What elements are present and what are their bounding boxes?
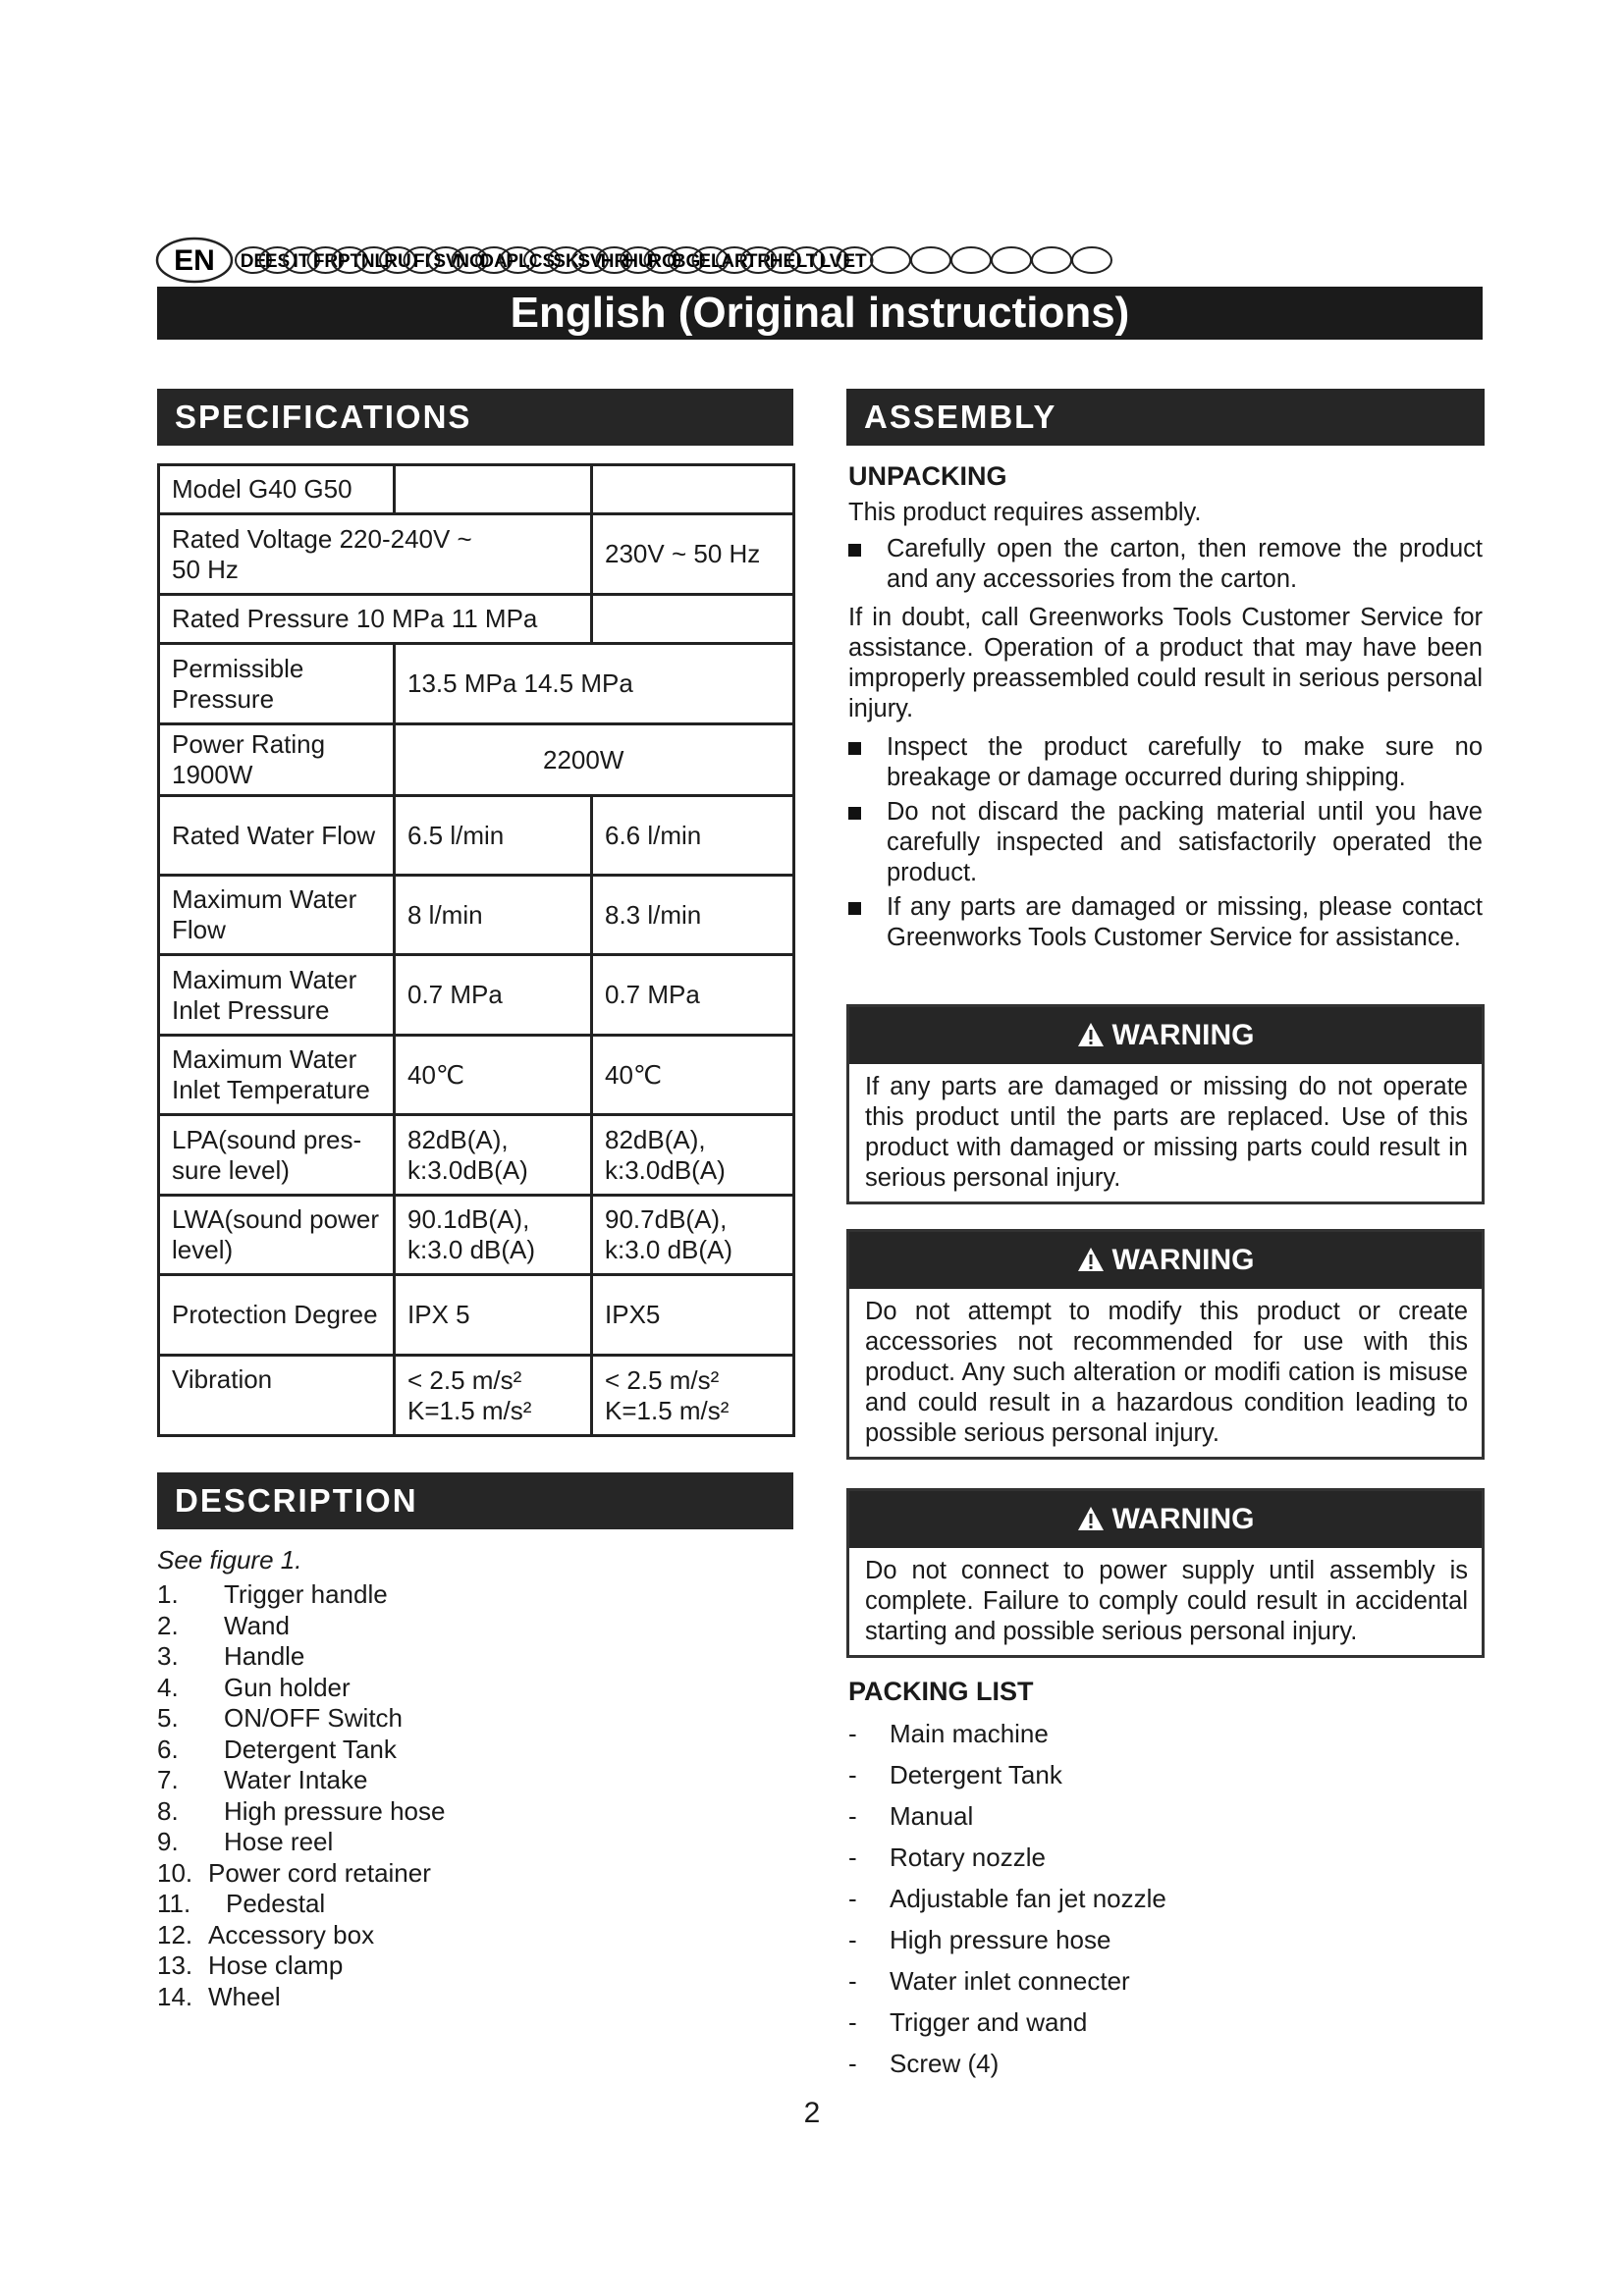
lang-ar[interactable]: AR [721,251,748,272]
warning-label: WARNING [1111,1503,1255,1535]
dash-bullet: - [848,1965,857,1996]
item-number: 14. [157,1981,193,2011]
lang-oval-empty [992,247,1031,273]
assembly-heading: ASSEMBLY [846,389,1485,446]
item-label: High pressure hose [224,1795,446,1826]
item-label: Main machine [890,1718,1049,1748]
warning-triangle-icon [1077,1247,1105,1272]
lang-sk[interactable]: SK [553,251,579,272]
item-number: 5. [157,1703,179,1733]
list-item [157,1641,785,1673]
lang-ru[interactable]: RU [384,251,411,272]
warning-header [849,1232,1482,1289]
spec-cell: Vibration [159,1356,395,1436]
dash-bullet: - [848,1800,857,1831]
warning-header [849,1007,1482,1064]
bullet-square-icon [848,902,861,915]
lang-es[interactable]: ES [264,251,291,272]
table-row [159,1115,794,1196]
item-number: 11. [157,1889,191,1918]
bullet-square-icon [848,742,861,755]
lang-et[interactable]: ET [842,251,867,272]
packing-list [848,1677,1477,2084]
list-item [157,1920,785,1951]
warning-header [849,1491,1482,1548]
item-number: 13. [157,1950,193,1980]
spec-cell: Maximum Water Flow [159,876,395,955]
lang-el[interactable]: EL [698,251,723,272]
table-row [159,1036,794,1115]
item-number: 1. [157,1579,179,1609]
spec-cell: IPX 5 [395,1275,592,1356]
lang-sv[interactable]: SV [433,251,459,272]
table-row [159,514,794,595]
item-label: Hose clamp [208,1950,344,1980]
warning-triangle-icon [1077,1506,1105,1531]
lang-ro[interactable]: RO [648,251,677,272]
table-row [159,1196,794,1275]
page-number: 2 [803,2097,821,2129]
spec-cell: LPA(sound pres-sure level) [159,1115,395,1196]
list-item [848,1960,1477,2002]
item-label: Water Intake [224,1765,368,1794]
list-item [848,732,1483,793]
spec-cell: 6.6 l/min [592,796,794,876]
bullet-square-icon [848,544,861,557]
list-item [848,797,1483,888]
rated-voltage-text: Rated Voltage 220-240V ~ 50 Hz [172,523,472,584]
spec-cell: 0.7 MPa [395,955,592,1036]
warning-text: If any parts are damaged or missing do not operate this product until the parts are replaced. Use of this product with damaged or missing parts could result in serious personal injury. [865,1073,1468,1192]
item-number: 2. [157,1610,179,1640]
table-row [159,595,794,644]
spec-cell: LWA(sound power level) [159,1196,395,1275]
lang-lv[interactable]: LV [819,251,842,272]
lang-pl[interactable]: PL [506,251,530,272]
spec-cell: Power Rating 1900W [159,724,395,796]
description-heading: DESCRIPTION [157,1472,793,1529]
spec-cell: 8.3 l/min [592,876,794,955]
bullet-text: Inspect the product carefully to make sure no breakage or damage occurred during shipping. [887,733,1483,791]
dash-bullet: - [848,1842,857,1872]
dash-bullet: - [848,1759,857,1789]
lang-sv[interactable]: SV [577,251,603,272]
item-number: 12. [157,1919,193,1949]
table-row [159,796,794,876]
list-item [157,1796,785,1828]
spec-cell [592,595,794,644]
warning-box [846,1488,1485,1658]
table-row [159,1356,794,1436]
spec-cell: 40℃ [395,1036,592,1115]
lang-he[interactable]: HE [769,251,796,272]
lang-pt[interactable]: PT [337,251,362,272]
list-item [157,1735,785,1766]
lang-oval-empty [871,247,910,273]
see-figure-note: See figure 1. [157,1545,302,1575]
warning-box [846,1004,1485,1204]
lang-hu[interactable]: HU [624,251,652,272]
table-row [159,644,794,724]
spec-cell: < 2.5 m/s² K=1.5 m/s² [395,1356,592,1436]
item-label: Pedestal [226,1889,326,1918]
list-item [848,892,1483,953]
list-item [848,2002,1477,2043]
bullet-text: Carefully open the carton, then remove the product and any accessories from the carton. [887,535,1483,593]
item-number: 9. [157,1827,179,1856]
list-item [157,1982,785,2013]
item-number: 4. [157,1672,179,1702]
spec-cell: 0.7 MPa [592,955,794,1036]
lang-tr[interactable]: TR [745,251,772,272]
table-row [159,1275,794,1356]
spec-cell: Permissible Pressure [159,644,395,724]
item-number: 3. [157,1641,179,1671]
item-label: High pressure hose [890,1924,1111,1954]
lang-nl[interactable]: NL [360,251,387,272]
doubt-paragraph: If in doubt, call Greenworks Tools Customer Service for assistance. Operation of a product that may have been improperly preassembled could result in serious personal injury. [848,604,1483,722]
list-item [848,1713,1477,1754]
warning-text: Do not connect to power supply until assembly is complete. Failure to comply could result in accidental starting and possible serious personal injury. [865,1557,1468,1645]
lang-cs[interactable]: CS [528,251,556,272]
list-item [157,1703,785,1735]
lang-no[interactable]: NO [456,251,484,272]
language-codes [236,247,1111,273]
item-label: Wheel [208,1981,281,2011]
dash-bullet: - [848,1883,857,1913]
list-item [157,1858,785,1890]
item-label: Manual [890,1800,974,1831]
warning-label: WARNING [1111,1244,1255,1276]
page-title: English (Original instructions) [157,287,1483,340]
dash-bullet: - [848,2006,857,2037]
list-item [848,1837,1477,1878]
bullet-text: Do not discard the packing material until you have carefully inspected and satisfactorily operated the product. [887,798,1483,886]
item-label: Screw (4) [890,2048,1000,2078]
lang-oval-empty [911,247,950,273]
spec-cell: 82dB(A), k:3.0dB(A) [592,1115,794,1196]
spec-cell: Maximum Water Inlet Pressure [159,955,395,1036]
lang-oval-empty [1032,247,1071,273]
bullet-square-icon [848,807,861,820]
warning-label: WARNING [1111,1019,1255,1051]
item-number: 10. [157,1857,193,1888]
item-label: Rotary nozzle [890,1842,1046,1872]
item-label: Gun holder [224,1672,351,1702]
spec-cell: Rated Pressure 10 MPa 11 MPa [159,595,592,644]
bullet-text: If any parts are damaged or missing, please contact Greenworks Tools Customer Service for assistance. [887,893,1483,951]
list-item [848,1919,1477,1960]
spec-cell [159,514,592,595]
spec-cell [592,465,794,514]
spec-cell [395,465,592,514]
lang-de[interactable]: DE [240,251,267,272]
specifications-heading: SPECIFICATIONS [157,389,793,446]
spec-cell: 82dB(A), k:3.0dB(A) [395,1115,592,1196]
spec-cell: 2200W [395,724,794,796]
spec-cell: Maximum Water Inlet Temperature [159,1036,395,1115]
item-number: 8. [157,1795,179,1826]
spec-cell: 13.5 MPa 14.5 MPa [395,644,794,724]
table-row [159,724,794,796]
item-number: 7. [157,1765,179,1794]
spec-cell: 90.7dB(A), k:3.0 dB(A) [592,1196,794,1275]
dash-bullet: - [848,2048,857,2078]
item-label: Trigger and wand [890,2006,1088,2037]
unpacking-section [848,461,1483,957]
item-label: Handle [224,1641,305,1671]
packing-list-heading: PACKING LIST [848,1677,1034,1706]
item-label: Trigger handle [224,1579,388,1609]
item-number: 6. [157,1734,179,1764]
table-row [159,955,794,1036]
list-item [848,1754,1477,1795]
list-item [157,1950,785,1982]
spec-cell: IPX5 [592,1275,794,1356]
item-label: Power cord retainer [208,1857,431,1888]
table-row [159,876,794,955]
list-item [157,1579,785,1611]
item-label: Water inlet connecter [890,1965,1130,1996]
spec-cell: 230V ~ 50 Hz [592,514,794,595]
lang-oval-empty [1072,247,1111,273]
unpacking-intro: This product requires assembly. [848,499,1202,526]
language-bar [155,236,1483,285]
dash-bullet: - [848,1924,857,1954]
list-item [157,1827,785,1858]
item-label: Detergent Tank [890,1759,1062,1789]
spec-cell: < 2.5 m/s² K=1.5 m/s² [592,1356,794,1436]
item-label: Hose reel [224,1827,334,1856]
item-label: ON/OFF Switch [224,1703,404,1733]
lang-it[interactable]: IT [293,251,310,272]
lang-en[interactable]: EN [174,244,215,277]
spec-cell: Protection Degree [159,1275,395,1356]
spec-cell: Rated Water Flow [159,796,395,876]
warning-triangle-icon [1077,1022,1105,1047]
lang-da[interactable]: DA [480,251,508,272]
spec-cell: 6.5 l/min [395,796,592,876]
lang-hr[interactable]: HR [600,251,628,272]
list-item [848,1795,1477,1837]
item-label: Wand [224,1610,290,1640]
dash-bullet: - [848,1718,857,1748]
warning-text: Do not attempt to modify this product or create accessories not recommended for use with this product. Any such alteration or modifi cation is misuse and could result in a hazardous condition leading to possible serious personal injury. [865,1298,1468,1447]
lang-fr[interactable]: FR [312,251,339,272]
description-list [157,1545,785,2012]
lang-lt[interactable]: LT [795,251,818,272]
lang-fi[interactable]: FI [413,251,430,272]
spec-cell: 40℃ [592,1036,794,1115]
list-item [157,1673,785,1704]
list-item [848,1878,1477,1919]
unpacking-heading: UNPACKING [848,461,1007,491]
spec-cell: 90.1dB(A), k:3.0 dB(A) [395,1196,592,1275]
specifications-table [157,463,795,1437]
list-item [848,2043,1477,2084]
item-label: Detergent Tank [224,1734,397,1764]
list-item [157,1765,785,1796]
language-bar-graphic [155,236,1483,285]
item-label: Accessory box [208,1919,375,1949]
spec-cell: 8 l/min [395,876,592,955]
list-item [848,534,1483,595]
lang-bg[interactable]: BG [672,251,701,272]
list-item [157,1889,785,1920]
table-row [159,465,794,514]
lang-oval-empty [951,247,991,273]
spec-cell: Model G40 G50 [159,465,395,514]
item-label: Adjustable fan jet nozzle [890,1883,1166,1913]
list-item [157,1611,785,1642]
warning-box [846,1229,1485,1460]
